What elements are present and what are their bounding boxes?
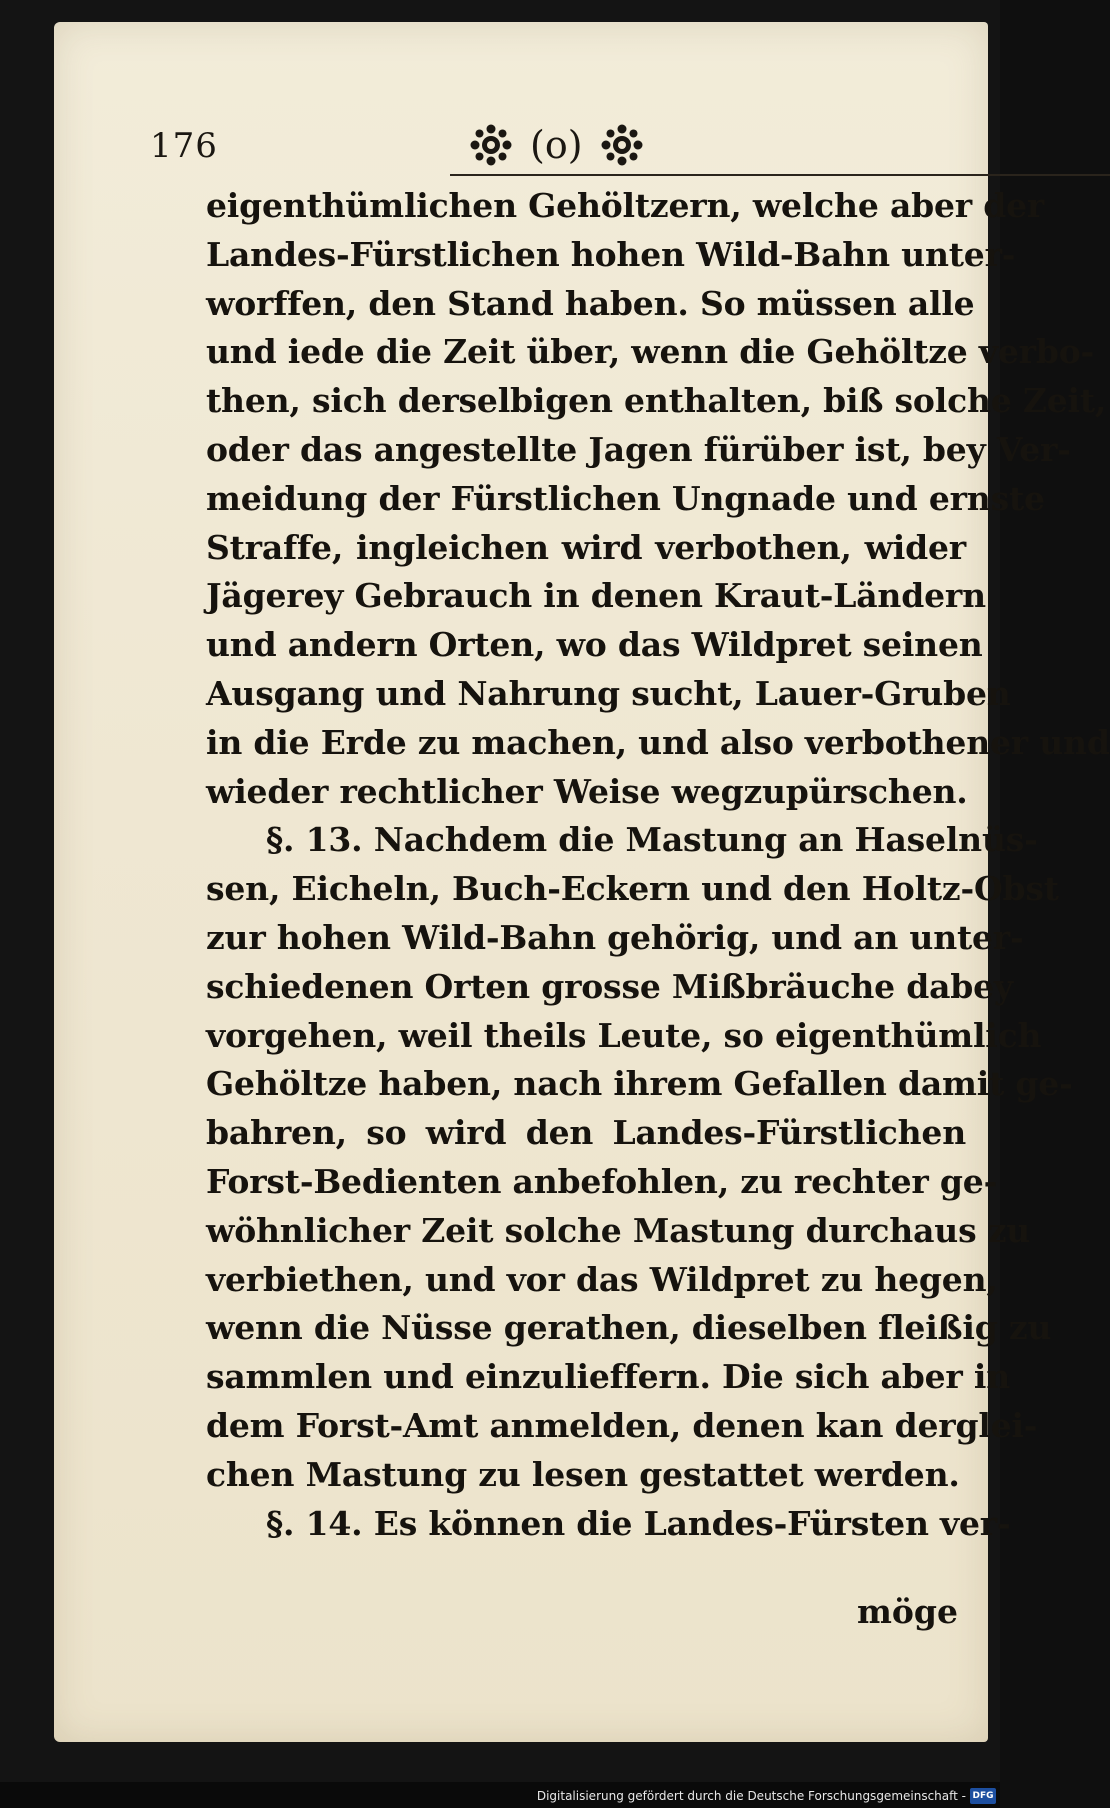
text-line: wenn die Nüsse gerathen, dieselben fleißig zu bbox=[206, 1308, 1052, 1348]
text-line: then, sich derselbigen enthalten, biß solche Zeit, bbox=[206, 381, 1107, 421]
text-line: wieder rechtlicher Weise wegzupürschen. bbox=[206, 771, 968, 811]
text-line: oder das angestellte Jagen fürüber ist, bey Ver- bbox=[206, 429, 1071, 469]
text-line: in die Erde zu machen, und also verbothener und bbox=[206, 722, 1110, 762]
page-number: 176 bbox=[150, 126, 218, 166]
rosette-left-icon bbox=[470, 124, 512, 166]
text-line: zur hohen Wild-Bahn gehörig, und an unter- bbox=[206, 917, 1024, 957]
text-line: vorgehen, weil theils Leute, so eigenthümlich bbox=[206, 1015, 1042, 1055]
text-line: schiedenen Orten grosse Mißbräuche dabey bbox=[206, 966, 1013, 1006]
body-text bbox=[206, 182, 1110, 1548]
text-line: bahren, so wird den Landes-Fürstlichen bbox=[206, 1113, 966, 1153]
header-mark: (o) bbox=[530, 123, 583, 167]
footer-bar bbox=[0, 1782, 1000, 1808]
text-line: sammlen und einzulieffern. Die sich aber in bbox=[206, 1357, 1011, 1397]
text-line: sen, Eicheln, Buch-Eckern und den Holtz-Obst bbox=[206, 869, 1059, 909]
page-header bbox=[150, 118, 960, 178]
text-line: Gehöltze haben, nach ihrem Gefallen damit ge- bbox=[206, 1064, 1073, 1104]
section-heading-line: §. 14. Es können die Landes-Fürsten ver- bbox=[266, 1503, 1011, 1543]
text-line: wöhnlicher Zeit solche Mastung durchaus zu bbox=[206, 1210, 1031, 1250]
text-line: Jägerey Gebrauch in denen Kraut-Ländern bbox=[206, 576, 986, 616]
text-line: meidung der Fürstlichen Ungnade und ernste bbox=[206, 478, 1045, 518]
footer-credit: Digitalisierung gefördert durch die Deutsche Forschungsgemeinschaft - bbox=[536, 1789, 966, 1803]
text-line: verbiethen, und vor das Wildpret zu hegen, bbox=[206, 1259, 998, 1299]
section-heading-line: §. 13. Nachdem die Mastung an Haselnüs- bbox=[266, 820, 1038, 860]
text-line: eigenthümlichen Gehöltzern, welche aber der bbox=[206, 186, 1045, 225]
header-rule bbox=[450, 174, 1110, 176]
catchword: möge bbox=[857, 1592, 958, 1631]
text-line: und iede die Zeit über, wenn die Gehöltze verbo- bbox=[206, 332, 1095, 372]
text-line: Landes-Fürstlichen hohen Wild-Bahn unter- bbox=[206, 234, 1016, 274]
text-line: chen Mastung zu lesen gestattet werden. bbox=[206, 1454, 960, 1494]
rosette-right-icon bbox=[601, 124, 643, 166]
dfg-logo-icon: DFG bbox=[970, 1788, 996, 1804]
text-line: Forst-Bedienten anbefohlen, zu rechter ge- bbox=[206, 1161, 998, 1201]
text-line: Straffe, ingleichen wird verbothen, wider bbox=[206, 527, 966, 567]
text-line: dem Forst-Amt anmelden, denen kan derglei- bbox=[206, 1405, 1038, 1445]
text-line: Ausgang und Nahrung sucht, Lauer-Gruben bbox=[206, 673, 1011, 713]
text-line: worffen, den Stand haben. So müssen alle bbox=[206, 283, 975, 323]
header-ornament bbox=[470, 118, 643, 172]
text-line: und andern Orten, wo das Wildpret seinen bbox=[206, 625, 983, 665]
